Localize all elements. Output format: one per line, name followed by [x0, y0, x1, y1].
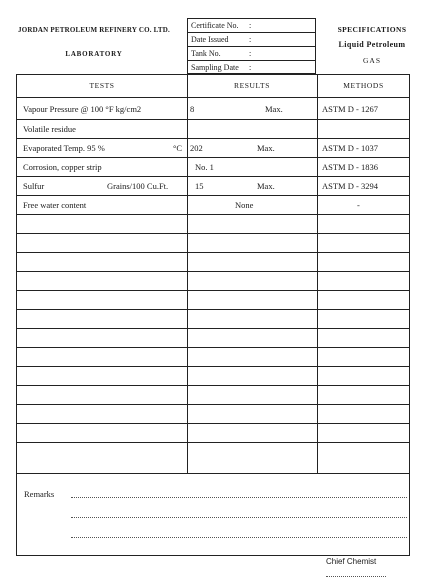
remarks-line-3[interactable]: [71, 537, 407, 538]
test-unit-3: °C: [173, 143, 183, 153]
method-6: -: [357, 200, 360, 210]
result-value-5: 15: [195, 181, 204, 191]
spec-product-line2: GAS: [362, 56, 381, 65]
result-limit-1: Max.: [265, 104, 283, 114]
date-issued-row: [188, 33, 315, 47]
method-3: ASTM D - 1037: [322, 143, 378, 153]
header-results: RESULTS: [233, 81, 271, 90]
result-value-6: None: [235, 200, 254, 210]
date-issued-sep: :: [249, 35, 252, 44]
tank-number-sep: :: [249, 49, 252, 58]
test-name-4: Corrosion, copper strip: [23, 162, 102, 172]
col-divider-1: [187, 75, 188, 473]
sampling-date-sep: :: [249, 63, 252, 72]
row-line: [17, 252, 409, 253]
signature-label: Chief Chemist: [326, 557, 377, 566]
certificate-info-box: [187, 18, 316, 74]
spec-product-line1: Liquid Petroleum: [338, 40, 406, 49]
row-line: [17, 309, 409, 310]
row-line: [17, 385, 409, 386]
row-line: [17, 347, 409, 348]
row-line: [17, 233, 409, 234]
department-name: LABORATORY: [65, 50, 123, 58]
test-name-5: Sulfur: [23, 181, 45, 191]
tank-number-row: [188, 47, 315, 61]
result-value-3: 202: [190, 143, 203, 153]
col-divider-2: [317, 75, 318, 473]
remarks-label: Remarks: [24, 489, 55, 499]
method-1: ASTM D - 1267: [322, 104, 378, 114]
company-name: JORDAN PETROLEUM REFINERY CO. LTD.: [18, 26, 170, 34]
result-limit-3: Max.: [257, 143, 275, 153]
header-divider: [17, 97, 409, 98]
result-value-1: 8: [190, 104, 195, 114]
result-limit-5: Max.: [257, 181, 275, 191]
test-name-1: Vapour Pressure @ 100 °F kg/cm2: [23, 104, 142, 114]
test-name-6: Free water content: [23, 200, 87, 210]
row-line: [17, 271, 409, 272]
row-line: [17, 442, 409, 443]
tank-number-label: Tank No.: [191, 49, 221, 58]
header-tests: TESTS: [89, 81, 115, 90]
sampling-date-row: [188, 61, 315, 75]
header-methods: METHODS: [343, 81, 384, 90]
test-name-3: Evaporated Temp. 95 %: [23, 143, 105, 153]
certificate-number-sep: :: [249, 21, 252, 30]
remarks-line-2[interactable]: [71, 517, 407, 518]
row-line: [17, 214, 409, 215]
spec-title: SPECIFICATIONS: [337, 25, 407, 34]
row-line: [17, 328, 409, 329]
date-issued-label: Date Issued: [191, 35, 229, 44]
signature-line[interactable]: [326, 576, 386, 577]
row-line: [17, 290, 409, 291]
row-line: [17, 423, 409, 424]
results-table: [16, 74, 410, 474]
remarks-box: [16, 474, 410, 556]
certificate-number-row: [188, 19, 315, 33]
row-line: [17, 404, 409, 405]
result-value-4: No. 1: [195, 162, 214, 172]
sampling-date-label: Sampling Date: [191, 63, 239, 72]
test-unit-5: Grains/100 Cu.Ft.: [107, 181, 169, 191]
certificate-number-label: Certificate No.: [191, 21, 239, 30]
remarks-line-1[interactable]: [71, 497, 407, 498]
method-4: ASTM D - 1836: [322, 162, 378, 172]
method-5: ASTM D - 3294: [322, 181, 378, 191]
test-name-2: Volatile residue: [23, 124, 76, 134]
row-line: [17, 366, 409, 367]
